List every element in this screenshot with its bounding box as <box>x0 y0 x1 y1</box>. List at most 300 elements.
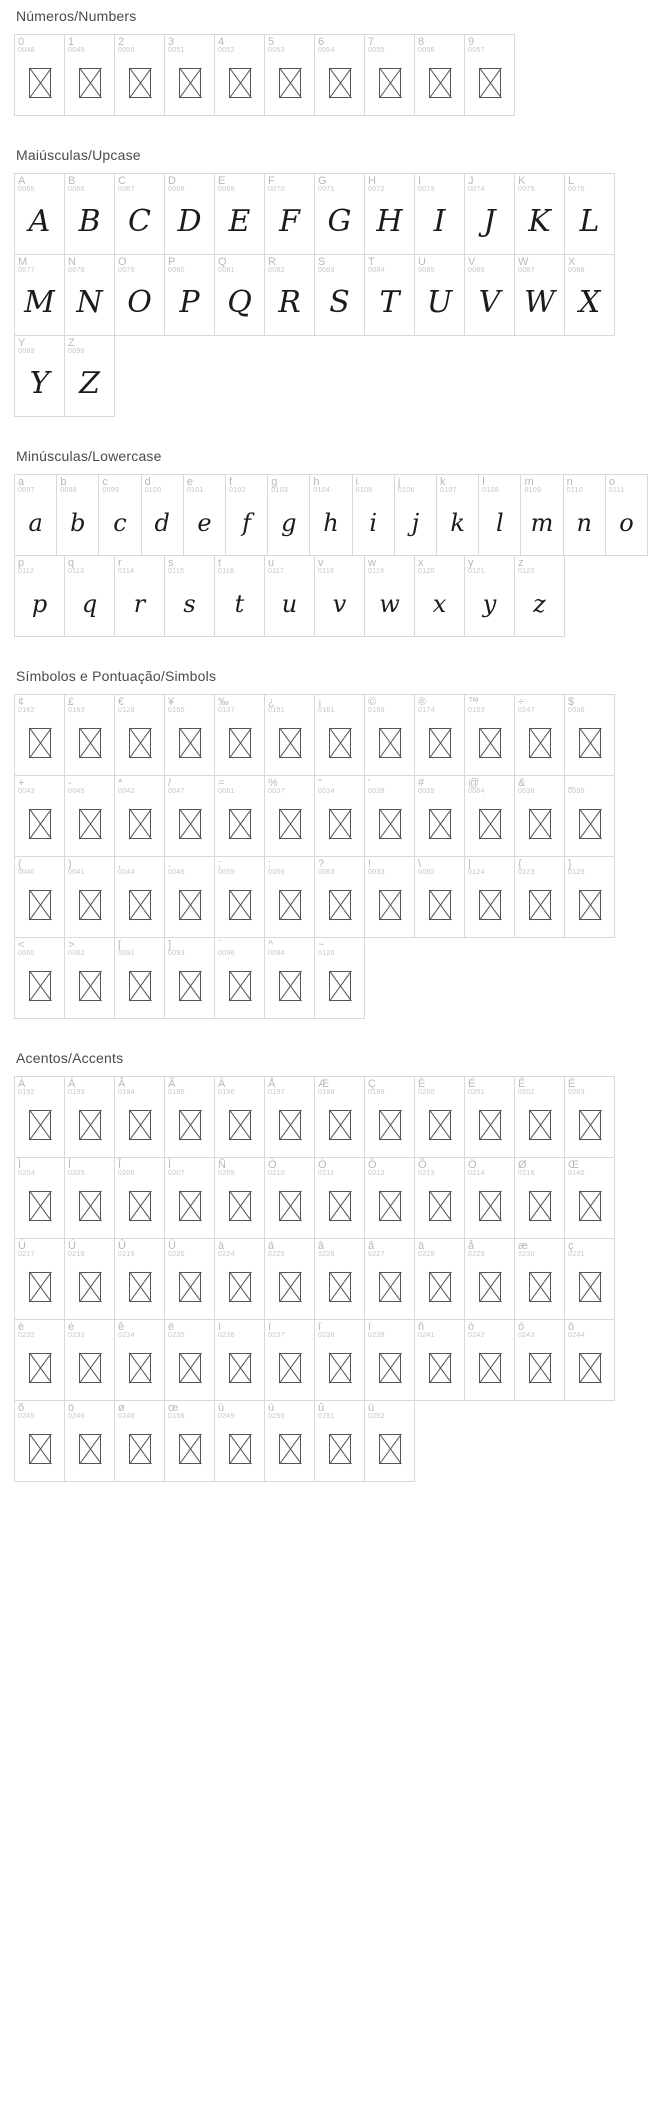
glyph-code-label: 0120 <box>418 568 435 575</box>
glyph-preview: R <box>278 285 301 320</box>
glyph-cell[interactable] <box>464 34 515 116</box>
missing-glyph-icon <box>579 1191 601 1221</box>
glyph-cell[interactable] <box>264 34 315 116</box>
glyph-cell[interactable] <box>114 1400 165 1482</box>
glyph-cell[interactable] <box>98 474 141 556</box>
glyph-cell[interactable] <box>314 1400 365 1482</box>
glyph-cell[interactable] <box>414 254 465 336</box>
glyph-char-label: % <box>268 777 278 789</box>
glyph-code-label: 0103 <box>271 487 288 494</box>
glyph-cell[interactable] <box>164 1076 215 1158</box>
glyph-cell[interactable] <box>563 474 606 556</box>
glyph-cell[interactable] <box>564 775 615 857</box>
glyph-char-label: œ <box>168 1402 179 1414</box>
glyph-preview: p <box>31 590 48 618</box>
glyph-cell[interactable] <box>264 555 315 637</box>
glyph-cell[interactable] <box>514 1319 565 1401</box>
glyph-cell[interactable] <box>314 694 365 776</box>
missing-glyph-icon <box>129 1191 151 1221</box>
glyph-cell[interactable] <box>64 34 115 116</box>
glyph-char-label: r <box>118 557 122 569</box>
glyph-code-label: 0115 <box>168 568 185 575</box>
glyph-code-label: 0216 <box>518 1170 535 1177</box>
glyph-code-label: 0204 <box>18 1170 35 1177</box>
glyph-char-label: / <box>168 777 172 789</box>
missing-glyph-icon <box>229 1353 251 1383</box>
glyph-preview: S <box>329 285 350 320</box>
glyph-cell[interactable] <box>605 474 648 556</box>
glyph-cell[interactable] <box>514 694 565 776</box>
glyph-char-label: @ <box>468 777 480 789</box>
missing-glyph-icon <box>429 728 451 758</box>
glyph-cell[interactable] <box>264 1157 315 1239</box>
glyph-cell[interactable] <box>264 254 315 336</box>
glyph-cell[interactable] <box>314 555 365 637</box>
glyph-char-label: Å <box>268 1078 276 1090</box>
glyph-char-label: m <box>524 476 534 488</box>
glyph-char-label: L <box>568 175 575 187</box>
glyph-cell[interactable] <box>564 1157 615 1239</box>
glyph-code-label: 0229 <box>468 1251 485 1258</box>
glyph-cell[interactable] <box>414 1157 465 1239</box>
glyph-cell[interactable] <box>314 34 365 116</box>
glyph-code-label: 0236 <box>218 1332 235 1339</box>
glyph-cell[interactable] <box>464 555 515 637</box>
glyph-cell[interactable] <box>564 173 615 255</box>
glyph-cell[interactable] <box>114 1319 165 1401</box>
glyph-cell[interactable] <box>314 1238 365 1320</box>
glyph-code-label: 0043 <box>18 788 35 795</box>
glyph-char-label: ~ <box>318 939 325 951</box>
glyph-cell[interactable] <box>214 555 265 637</box>
glyph-cell[interactable] <box>114 775 165 857</box>
glyph-cell[interactable] <box>14 937 65 1019</box>
glyph-char-label: A <box>18 175 26 187</box>
glyph-cell[interactable] <box>514 775 565 857</box>
glyph-cell[interactable] <box>114 1157 165 1239</box>
glyph-code-label: 0161 <box>318 707 335 714</box>
missing-glyph-icon <box>429 1110 451 1140</box>
glyph-cell[interactable] <box>364 1238 415 1320</box>
glyph-cell[interactable] <box>64 555 115 637</box>
glyph-code-label: 0235 <box>168 1332 185 1339</box>
glyph-cell[interactable] <box>464 856 515 938</box>
glyph-char-label: C <box>118 175 126 187</box>
glyph-char-label: ó <box>518 1321 525 1333</box>
glyph-cell[interactable] <box>214 937 265 1019</box>
glyph-code-label: 0226 <box>318 1251 335 1258</box>
glyph-cell[interactable] <box>14 1319 65 1401</box>
glyph-cell[interactable] <box>214 1400 265 1482</box>
glyph-code-label: 0238 <box>318 1332 335 1339</box>
glyph-cell[interactable] <box>164 1400 215 1482</box>
glyph-cell[interactable] <box>64 694 115 776</box>
glyph-code-label: 0232 <box>18 1332 35 1339</box>
glyph-preview: K <box>528 204 551 239</box>
glyph-cell[interactable] <box>164 173 215 255</box>
glyph-cell[interactable] <box>14 694 65 776</box>
glyph-cell[interactable] <box>264 1238 315 1320</box>
glyph-cell[interactable] <box>214 1319 265 1401</box>
glyph-code-label: 0051 <box>168 47 185 54</box>
glyph-cell[interactable] <box>64 1319 115 1401</box>
glyph-char-label: À <box>18 1078 26 1090</box>
glyph-cell[interactable] <box>267 474 310 556</box>
glyph-cell[interactable] <box>464 254 515 336</box>
glyph-cell[interactable] <box>478 474 521 556</box>
glyph-char-label: æ <box>518 1240 528 1252</box>
glyph-cell[interactable] <box>394 474 437 556</box>
missing-glyph-icon <box>479 1272 501 1302</box>
glyph-cell[interactable] <box>14 335 65 417</box>
glyph-cell[interactable] <box>64 856 115 938</box>
glyph-char-label: O <box>118 256 127 268</box>
glyph-code-label: 0096 <box>218 950 235 957</box>
section-title: Símbolos e Pontuação/Simbols <box>16 668 217 684</box>
glyph-cell[interactable] <box>414 1076 465 1158</box>
glyph-char-label: R <box>268 256 276 268</box>
glyph-code-label: 0227 <box>368 1251 385 1258</box>
glyph-char-label: u <box>268 557 275 569</box>
glyph-code-label: 0034 <box>318 788 335 795</box>
glyph-preview: W <box>524 285 555 320</box>
glyph-cell[interactable] <box>14 1076 65 1158</box>
glyph-cell[interactable] <box>164 34 215 116</box>
missing-glyph-icon <box>29 1434 51 1464</box>
glyph-cell[interactable] <box>14 555 65 637</box>
glyph-preview: o <box>619 509 634 537</box>
glyph-cell[interactable] <box>64 1238 115 1320</box>
glyph-cell[interactable] <box>264 775 315 857</box>
glyph-cell[interactable] <box>364 555 415 637</box>
glyph-cell[interactable] <box>183 474 226 556</box>
glyph-preview: D <box>177 204 202 239</box>
glyph-cell[interactable] <box>164 856 215 938</box>
missing-glyph-icon <box>529 1272 551 1302</box>
glyph-preview: H <box>376 204 403 239</box>
glyph-char-label: í <box>268 1321 272 1333</box>
glyph-char-label: Ò <box>268 1159 277 1171</box>
glyph-char-label: é <box>68 1321 75 1333</box>
glyph-cell[interactable] <box>214 254 265 336</box>
missing-glyph-icon <box>179 890 201 920</box>
glyph-cell[interactable] <box>364 173 415 255</box>
glyph-char-label: Ù <box>18 1240 26 1252</box>
glyph-cell[interactable] <box>514 1157 565 1239</box>
glyph-cell[interactable] <box>309 474 352 556</box>
glyph-char-label: Î <box>118 1159 122 1171</box>
glyph-cell[interactable] <box>214 694 265 776</box>
glyph-cell[interactable] <box>114 856 165 938</box>
glyph-cell[interactable] <box>114 254 165 336</box>
glyph-cell[interactable] <box>564 254 615 336</box>
glyph-preview: w <box>379 590 400 618</box>
glyph-cell[interactable] <box>364 1400 415 1482</box>
missing-glyph-icon <box>279 1110 301 1140</box>
glyph-char-label: U <box>418 256 426 268</box>
glyph-char-label: N <box>68 256 76 268</box>
glyph-char-label: ! <box>368 858 372 870</box>
glyph-cell[interactable] <box>364 1157 415 1239</box>
glyph-char-label: û <box>318 1402 325 1414</box>
glyph-preview: g <box>281 509 297 537</box>
glyph-code-label: 0049 <box>68 47 85 54</box>
glyph-code-label: 0209 <box>218 1170 235 1177</box>
glyph-code-label: 0251 <box>318 1413 335 1420</box>
glyph-char-label: á <box>268 1240 275 1252</box>
glyph-cell[interactable] <box>564 1076 615 1158</box>
glyph-char-label: ? <box>318 858 325 870</box>
glyph-cell[interactable] <box>364 1319 415 1401</box>
glyph-cell[interactable] <box>264 694 315 776</box>
glyph-cell[interactable] <box>14 173 65 255</box>
glyph-cell[interactable] <box>314 1157 365 1239</box>
glyph-cell[interactable] <box>264 173 315 255</box>
glyph-preview: T <box>379 285 400 320</box>
glyph-cell[interactable] <box>464 694 515 776</box>
glyph-char-label: s <box>168 557 174 569</box>
glyph-code-label: 0249 <box>218 1413 235 1420</box>
glyph-cell[interactable] <box>464 775 515 857</box>
glyph-row <box>14 1238 647 1320</box>
glyph-code-label: 0033 <box>368 869 385 876</box>
glyph-cell[interactable] <box>264 856 315 938</box>
glyph-cell[interactable] <box>514 254 565 336</box>
glyph-cell[interactable] <box>364 254 415 336</box>
glyph-code-label: 0067 <box>118 186 135 193</box>
glyph-cell[interactable] <box>464 1157 515 1239</box>
glyph-char-label: \ <box>418 858 422 870</box>
glyph-cell[interactable] <box>414 173 465 255</box>
glyph-cell[interactable] <box>514 1238 565 1320</box>
glyph-cell[interactable] <box>64 335 115 417</box>
glyph-code-label: 0214 <box>468 1170 485 1177</box>
glyph-cell[interactable] <box>364 856 415 938</box>
glyph-char-label: â <box>318 1240 325 1252</box>
glyph-cell[interactable] <box>464 173 515 255</box>
glyph-char-label: n <box>566 476 573 488</box>
glyph-cell[interactable] <box>64 1076 115 1158</box>
glyph-char-label: ‰ <box>218 696 229 708</box>
glyph-cell[interactable] <box>364 694 415 776</box>
glyph-code-label: 0252 <box>368 1413 385 1420</box>
glyph-cell[interactable] <box>214 1076 265 1158</box>
glyph-preview: e <box>197 509 212 537</box>
glyph-char-label: ú <box>268 1402 275 1414</box>
glyph-char-label: D <box>168 175 176 187</box>
glyph-char-label: M <box>18 256 28 268</box>
glyph-cell[interactable] <box>352 474 395 556</box>
glyph-cell[interactable] <box>14 1238 65 1320</box>
glyph-cell[interactable] <box>164 1238 215 1320</box>
glyph-cell[interactable] <box>464 1076 515 1158</box>
missing-glyph-icon <box>529 890 551 920</box>
glyph-code-label: 0072 <box>368 186 385 193</box>
glyph-char-label: î <box>318 1321 322 1333</box>
glyph-cell[interactable] <box>164 555 215 637</box>
glyph-cell[interactable] <box>214 173 265 255</box>
glyph-cell[interactable] <box>264 937 315 1019</box>
glyph-char-label: Q <box>218 256 227 268</box>
glyph-cell[interactable] <box>164 254 215 336</box>
glyph-code-label: 0077 <box>18 267 35 274</box>
glyph-cell[interactable] <box>114 694 165 776</box>
glyph-cell[interactable] <box>56 474 99 556</box>
glyph-cell[interactable] <box>414 34 465 116</box>
glyph-cell[interactable] <box>564 694 615 776</box>
glyph-cell[interactable] <box>414 1238 465 1320</box>
glyph-cell[interactable] <box>64 254 115 336</box>
glyph-cell[interactable] <box>214 1157 265 1239</box>
glyph-char-label: ç <box>568 1240 574 1252</box>
missing-glyph-icon <box>329 809 351 839</box>
glyph-cell[interactable] <box>14 254 65 336</box>
glyph-cell[interactable] <box>114 34 165 116</box>
glyph-code-label: 0225 <box>268 1251 285 1258</box>
glyph-cell[interactable] <box>114 555 165 637</box>
missing-glyph-icon <box>179 728 201 758</box>
glyph-code-label: 0060 <box>18 950 35 957</box>
glyph-cell[interactable] <box>414 856 465 938</box>
glyph-cell[interactable] <box>364 1076 415 1158</box>
glyph-char-label: 3 <box>168 36 175 48</box>
glyph-cell[interactable] <box>14 775 65 857</box>
glyph-char-label: B <box>68 175 76 187</box>
glyph-cell[interactable] <box>164 937 215 1019</box>
glyph-cell[interactable] <box>64 1157 115 1239</box>
missing-glyph-icon <box>179 809 201 839</box>
glyph-cell[interactable] <box>436 474 479 556</box>
glyph-char-label: b <box>60 476 67 488</box>
glyph-cell[interactable] <box>114 1076 165 1158</box>
glyph-cell[interactable] <box>14 856 65 938</box>
glyph-cell[interactable] <box>225 474 268 556</box>
glyph-cell[interactable] <box>164 1319 215 1401</box>
missing-glyph-icon <box>479 809 501 839</box>
missing-glyph-icon <box>379 1434 401 1464</box>
glyph-char-label: ' <box>368 777 371 789</box>
glyph-cell[interactable] <box>314 937 365 1019</box>
glyph-code-label: 0122 <box>518 568 535 575</box>
glyph-cell[interactable] <box>314 775 365 857</box>
glyph-char-label: e <box>186 476 193 488</box>
glyph-code-label: 0250 <box>268 1413 285 1420</box>
glyph-code-label: 0246 <box>68 1413 85 1420</box>
glyph-code-label: 0061 <box>218 788 235 795</box>
glyph-cell[interactable] <box>64 775 115 857</box>
glyph-code-label: 0241 <box>418 1332 435 1339</box>
glyph-code-label: 0220 <box>168 1251 185 1258</box>
missing-glyph-icon <box>129 1272 151 1302</box>
glyph-cell[interactable] <box>214 34 265 116</box>
glyph-code-label: 0206 <box>118 1170 135 1177</box>
glyph-cell[interactable] <box>314 856 365 938</box>
glyph-cell[interactable] <box>14 1157 65 1239</box>
glyph-cell[interactable] <box>414 694 465 776</box>
glyph-cell[interactable] <box>364 775 415 857</box>
glyph-row <box>14 694 647 776</box>
glyph-cell[interactable] <box>520 474 563 556</box>
glyph-cell[interactable] <box>214 775 265 857</box>
glyph-cell[interactable] <box>14 34 65 116</box>
glyph-char-label: Ë <box>568 1078 576 1090</box>
glyph-cell[interactable] <box>414 1319 465 1401</box>
missing-glyph-icon <box>79 1191 101 1221</box>
glyph-cell[interactable] <box>164 775 215 857</box>
glyph-cell[interactable] <box>514 856 565 938</box>
missing-glyph-icon <box>79 890 101 920</box>
glyph-cell[interactable] <box>14 1400 65 1482</box>
glyph-cell[interactable] <box>314 173 365 255</box>
glyph-cell[interactable] <box>564 1319 615 1401</box>
glyph-cell[interactable] <box>114 173 165 255</box>
glyph-cell[interactable] <box>514 555 565 637</box>
glyph-code-label: 0196 <box>218 1089 235 1096</box>
glyph-cell[interactable] <box>514 173 565 255</box>
glyph-cell[interactable] <box>64 937 115 1019</box>
glyph-cell[interactable] <box>464 1319 515 1401</box>
glyph-cell[interactable] <box>514 1076 565 1158</box>
glyph-cell[interactable] <box>14 474 57 556</box>
glyph-code-label: 0068 <box>168 186 185 193</box>
glyph-preview: Z <box>79 366 100 401</box>
glyph-cell[interactable] <box>114 1238 165 1320</box>
glyph-cell[interactable] <box>214 856 265 938</box>
glyph-char-label: Ç <box>368 1078 376 1090</box>
glyph-cell[interactable] <box>64 173 115 255</box>
glyph-cell[interactable] <box>114 937 165 1019</box>
glyph-char-label: Ñ <box>218 1159 226 1171</box>
glyph-code-label: 0212 <box>368 1170 385 1177</box>
glyph-cell[interactable] <box>564 856 615 938</box>
glyph-cell[interactable] <box>264 1400 315 1482</box>
glyph-code-label: 0199 <box>368 1089 385 1096</box>
glyph-code-label: 0091 <box>118 950 135 957</box>
glyph-cell[interactable] <box>264 1319 315 1401</box>
glyph-cell[interactable] <box>364 34 415 116</box>
glyph-char-label: ` <box>218 939 222 951</box>
glyph-cell[interactable] <box>314 1076 365 1158</box>
glyph-code-label: 0202 <box>518 1089 535 1096</box>
missing-glyph-icon <box>479 68 501 98</box>
missing-glyph-icon <box>179 971 201 1001</box>
glyph-preview: E <box>228 204 251 239</box>
glyph-cell[interactable] <box>214 1238 265 1320</box>
glyph-cell[interactable] <box>164 1157 215 1239</box>
glyph-code-label: 0070 <box>268 186 285 193</box>
glyph-cell[interactable] <box>314 254 365 336</box>
missing-glyph-icon <box>179 1272 201 1302</box>
glyph-char-label: H <box>368 175 376 187</box>
glyph-cell[interactable] <box>414 555 465 637</box>
glyph-cell[interactable] <box>414 775 465 857</box>
glyph-char-label: 9 <box>468 36 475 48</box>
glyph-char-label: I <box>418 175 422 187</box>
glyph-code-label: 0035 <box>418 788 435 795</box>
glyph-cell[interactable] <box>264 1076 315 1158</box>
glyph-cell[interactable] <box>64 1400 115 1482</box>
glyph-code-label: 0237 <box>268 1332 285 1339</box>
glyph-cell[interactable] <box>564 1238 615 1320</box>
missing-glyph-icon <box>229 68 251 98</box>
missing-glyph-icon <box>479 1353 501 1383</box>
glyph-code-label: 0110 <box>566 487 583 494</box>
glyph-cell[interactable] <box>464 1238 515 1320</box>
missing-glyph-icon <box>429 890 451 920</box>
glyph-cell[interactable] <box>314 1319 365 1401</box>
glyph-cell[interactable] <box>164 694 215 776</box>
glyph-cell[interactable] <box>141 474 184 556</box>
